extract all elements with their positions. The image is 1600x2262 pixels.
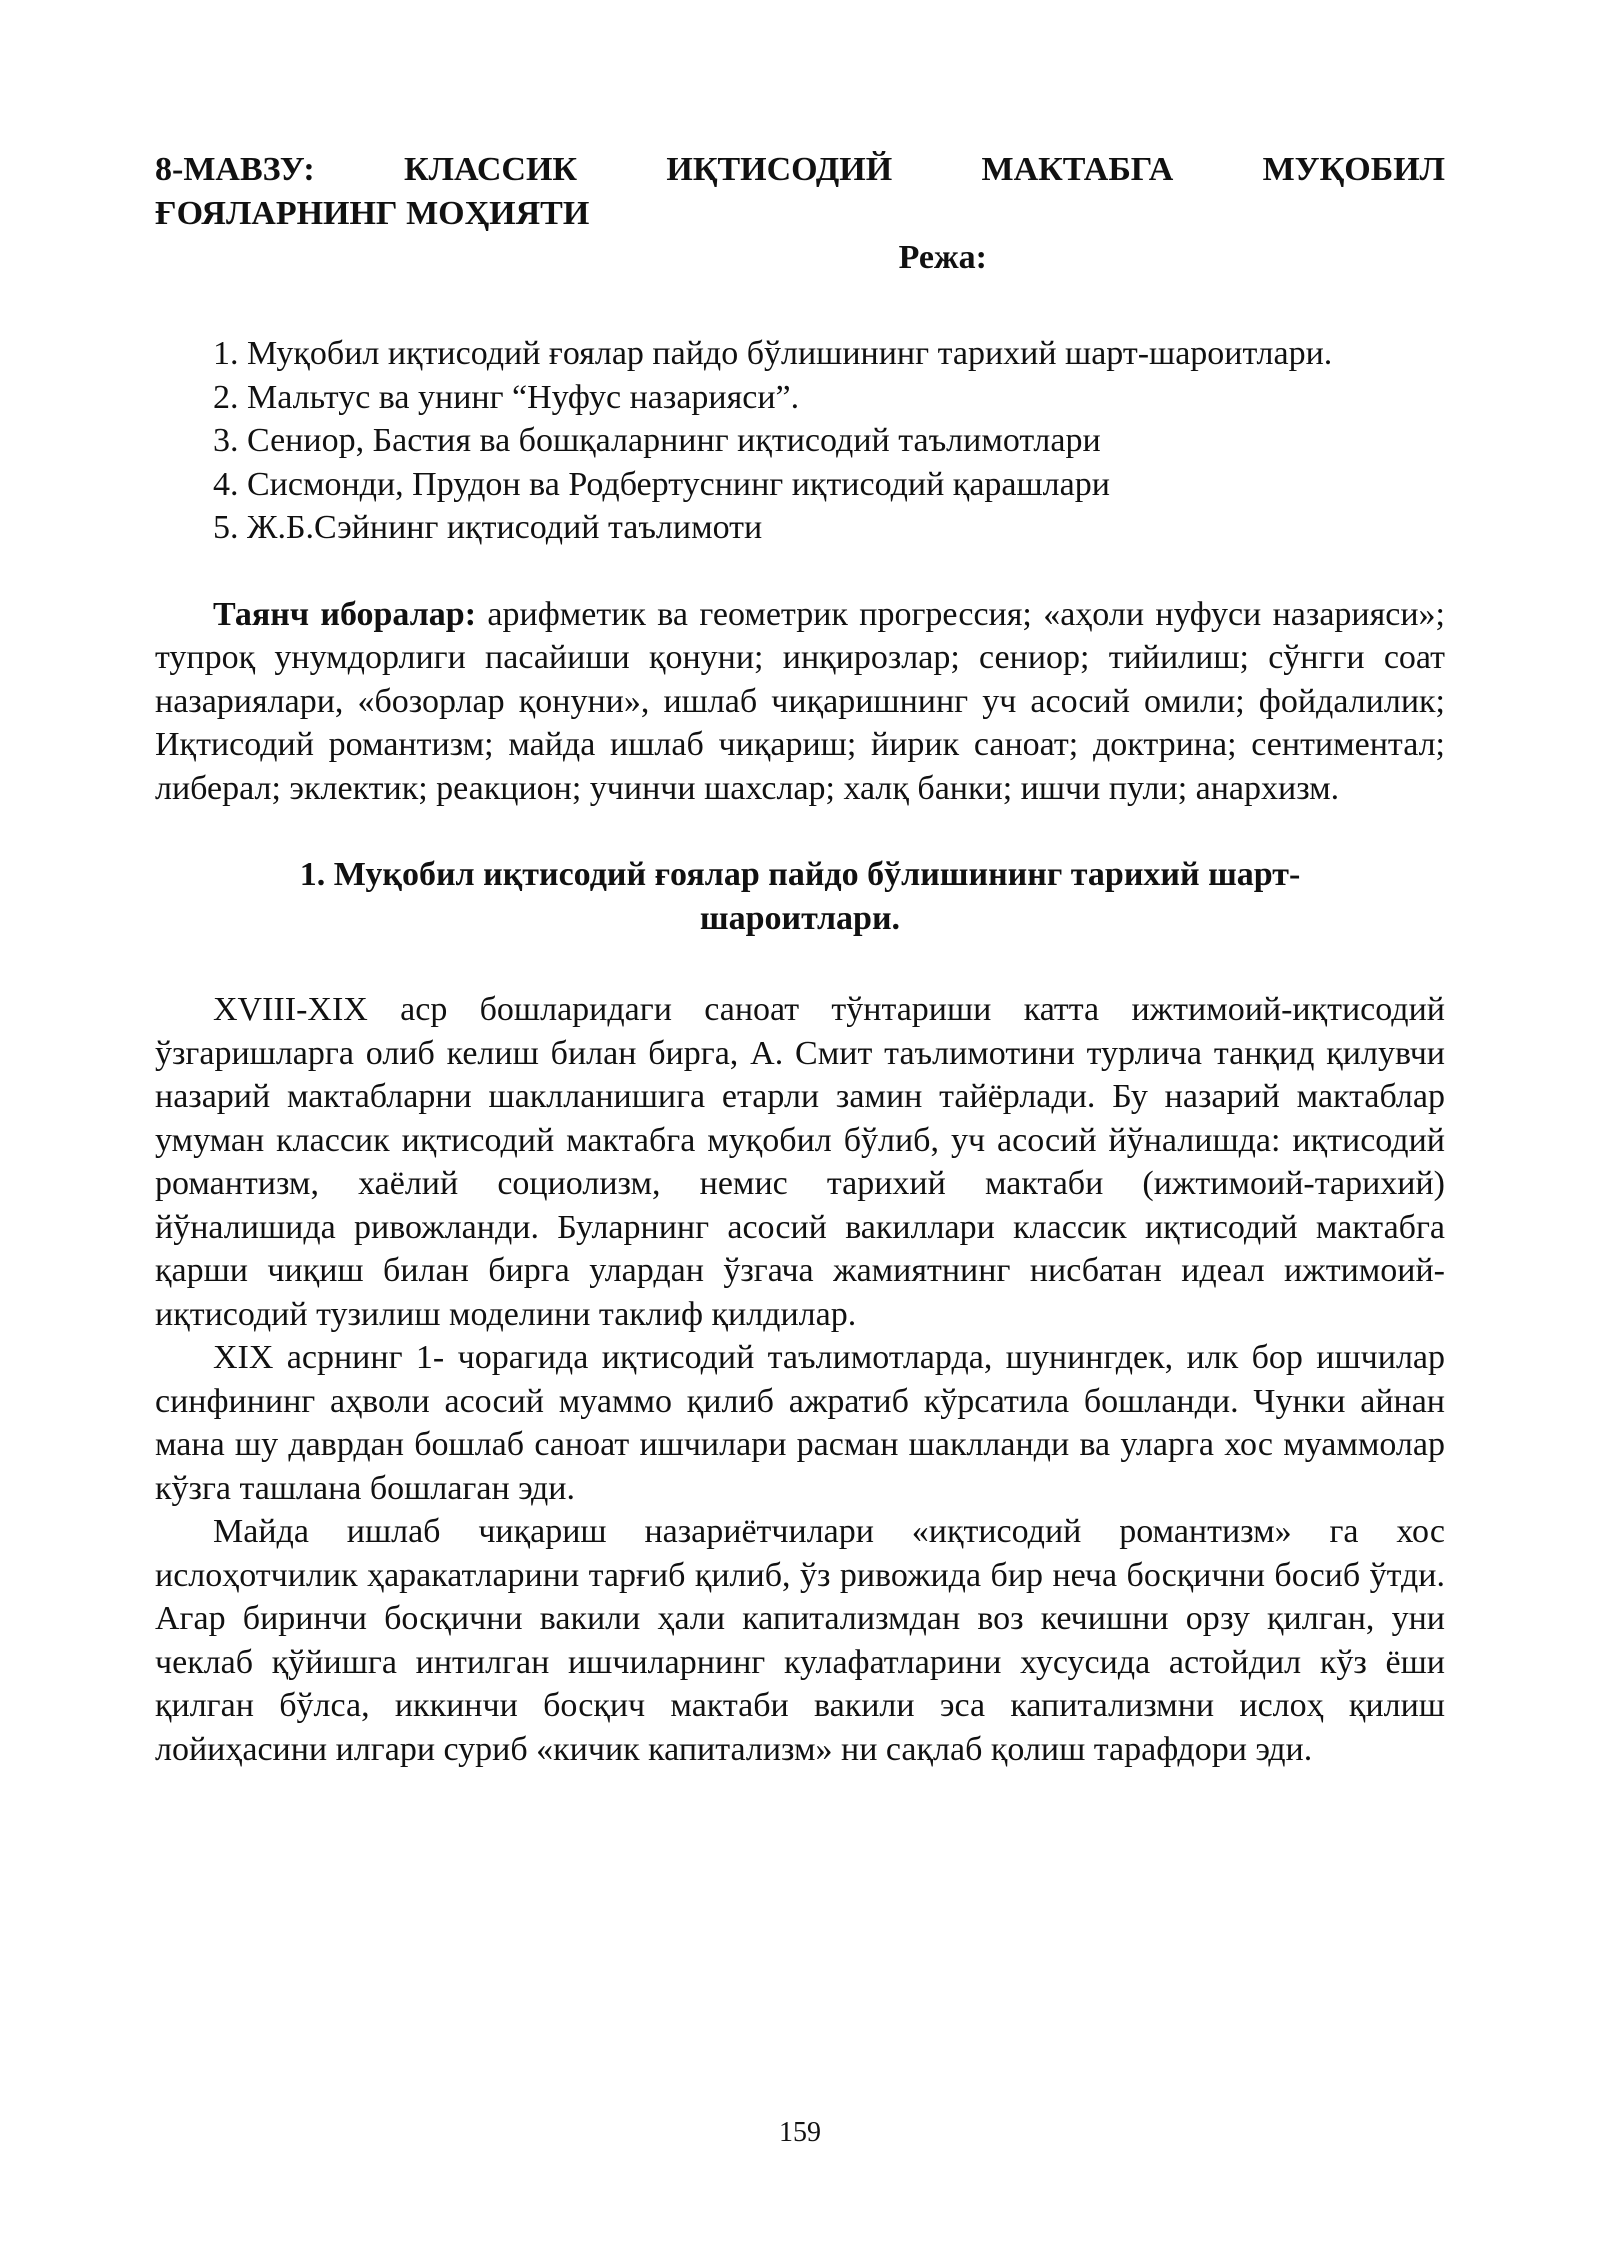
plan-item-1: 1. Муқобил иқтисодий ғоялар пайдо бўлишининг тарихий шарт-шароитлари. bbox=[213, 335, 1333, 372]
plan-item-3: 3. Сениор, Бастия ва бошқаларнинг иқтисодий таълимотлари bbox=[213, 422, 1101, 459]
page-number: 159 bbox=[779, 2117, 821, 2148]
keywords-label: Таянч иборалар: bbox=[213, 595, 477, 633]
plan-item-4: 4. Сисмонди, Прудон ва Родбертуснинг иқтисодий қарашлари bbox=[213, 465, 1110, 503]
section-1-title bbox=[155, 853, 1445, 941]
body-paragraph-2: XIX асрнинг 1- чорагида иқтисодий таълимотларда, шунингдек, илк бор ишчилар синфининг аҳволи асосий муаммо қилиб ажратиб кўрсатила бошланди. Чунки айнан мана шу даврдан бошлаб саноат ишчилари расман шаклланди ва уларга хос муаммолар кўзга ташлана бошлаган эди. bbox=[155, 1339, 1445, 1507]
section-1-body bbox=[155, 988, 1445, 1771]
plan-label: Режа: bbox=[898, 239, 987, 276]
topic-title-line-1: 8-МАВЗУ: КЛАССИК ИҚТИСОДИЙ МАКТАБГА МУҚОБИЛ bbox=[155, 151, 1445, 188]
page-content bbox=[155, 148, 1445, 1771]
plan-item-2: 2. Мальтус ва унинг “Нуфус назарияси”. bbox=[213, 378, 800, 416]
plan-list bbox=[155, 332, 1445, 550]
section-1-title-line-2: шароитлари. bbox=[699, 900, 901, 937]
body-paragraph-1: XVIII-XIX аср бошларидаги саноат тўнтариши катта ижтимоий-иқтисодий ўзгаришларга олиб келиш билан бирга, А. Смит таълимотини турлича танқид қилувчи назарий мактабларни шаклланишига етарли замин тайёрлади. Бу назарий мактаблар умуман классик иқтисодий мактабга муқобил бўлиб, уч асосий йўналишда: иқтисодий романтизм, хаёлий социолизм, немис тарихий мактаби (ижтимоий-тарихий) йўналишида ривожланди. Буларнинг асосий вакиллари классик иқтисодий мактабга қарши чиқиш билан бирга улардан ўзгача жамиятнинг нисбатан идеал ижтимоий-иқтисодий тузилиш моделини таклиф қилдилар. bbox=[155, 991, 1445, 1333]
section-1-title-line-1: 1. Муқобил иқтисодий ғоялар пайдо бўлишининг тарихий шарт- bbox=[299, 856, 1301, 893]
topic-title-line-2: ҒОЯЛАРНИНГ МОҲИЯТИ bbox=[155, 195, 590, 232]
keywords-paragraph bbox=[155, 593, 1445, 811]
keywords-text: арифметик ва геометрик прогрессия; «аҳоли нуфуси назарияси»; тупроқ унумдорлиги пасайиши қонуни; инқирозлар; сениор; тийилиш; сўнгги соат назариялари, «бозорлар қонуни», ишлаб чиқаришнинг уч асосий омили; фойдалилик; Иқтисодий романтизм; майда ишлаб чиқариш; йирик саноат; доктрина; сентиментал; либерал; эклектик; реакцион; учинчи шахслар; халқ банки; ишчи пули; анархизм. bbox=[155, 595, 1445, 807]
body-paragraph-3: Майда ишлаб чиқариш назариётчилари «иқтисодий романтизм» га хос ислоҳотчилик ҳаракатларини тарғиб қилиб, ўз ривожида бир неча босқични босиб ўтди. Агар биринчи босқични вакили ҳали капитализмдан воз кечишни орзу қилган, уни чеклаб қўйишга интилган ишчиларнинг кулафатларини хусусида астойдил кўз ёши қилган бўлса, иккинчи босқич мактаби вакили эса капитализмни ислоҳ қилиш лойиҳасини илгари суриб «кичик капитализм» ни сақлаб қолиш тарафдори эди. bbox=[155, 1513, 1445, 1768]
plan-item-5: 5. Ж.Б.Сэйнинг иқтисодий таълимоти bbox=[213, 509, 763, 546]
